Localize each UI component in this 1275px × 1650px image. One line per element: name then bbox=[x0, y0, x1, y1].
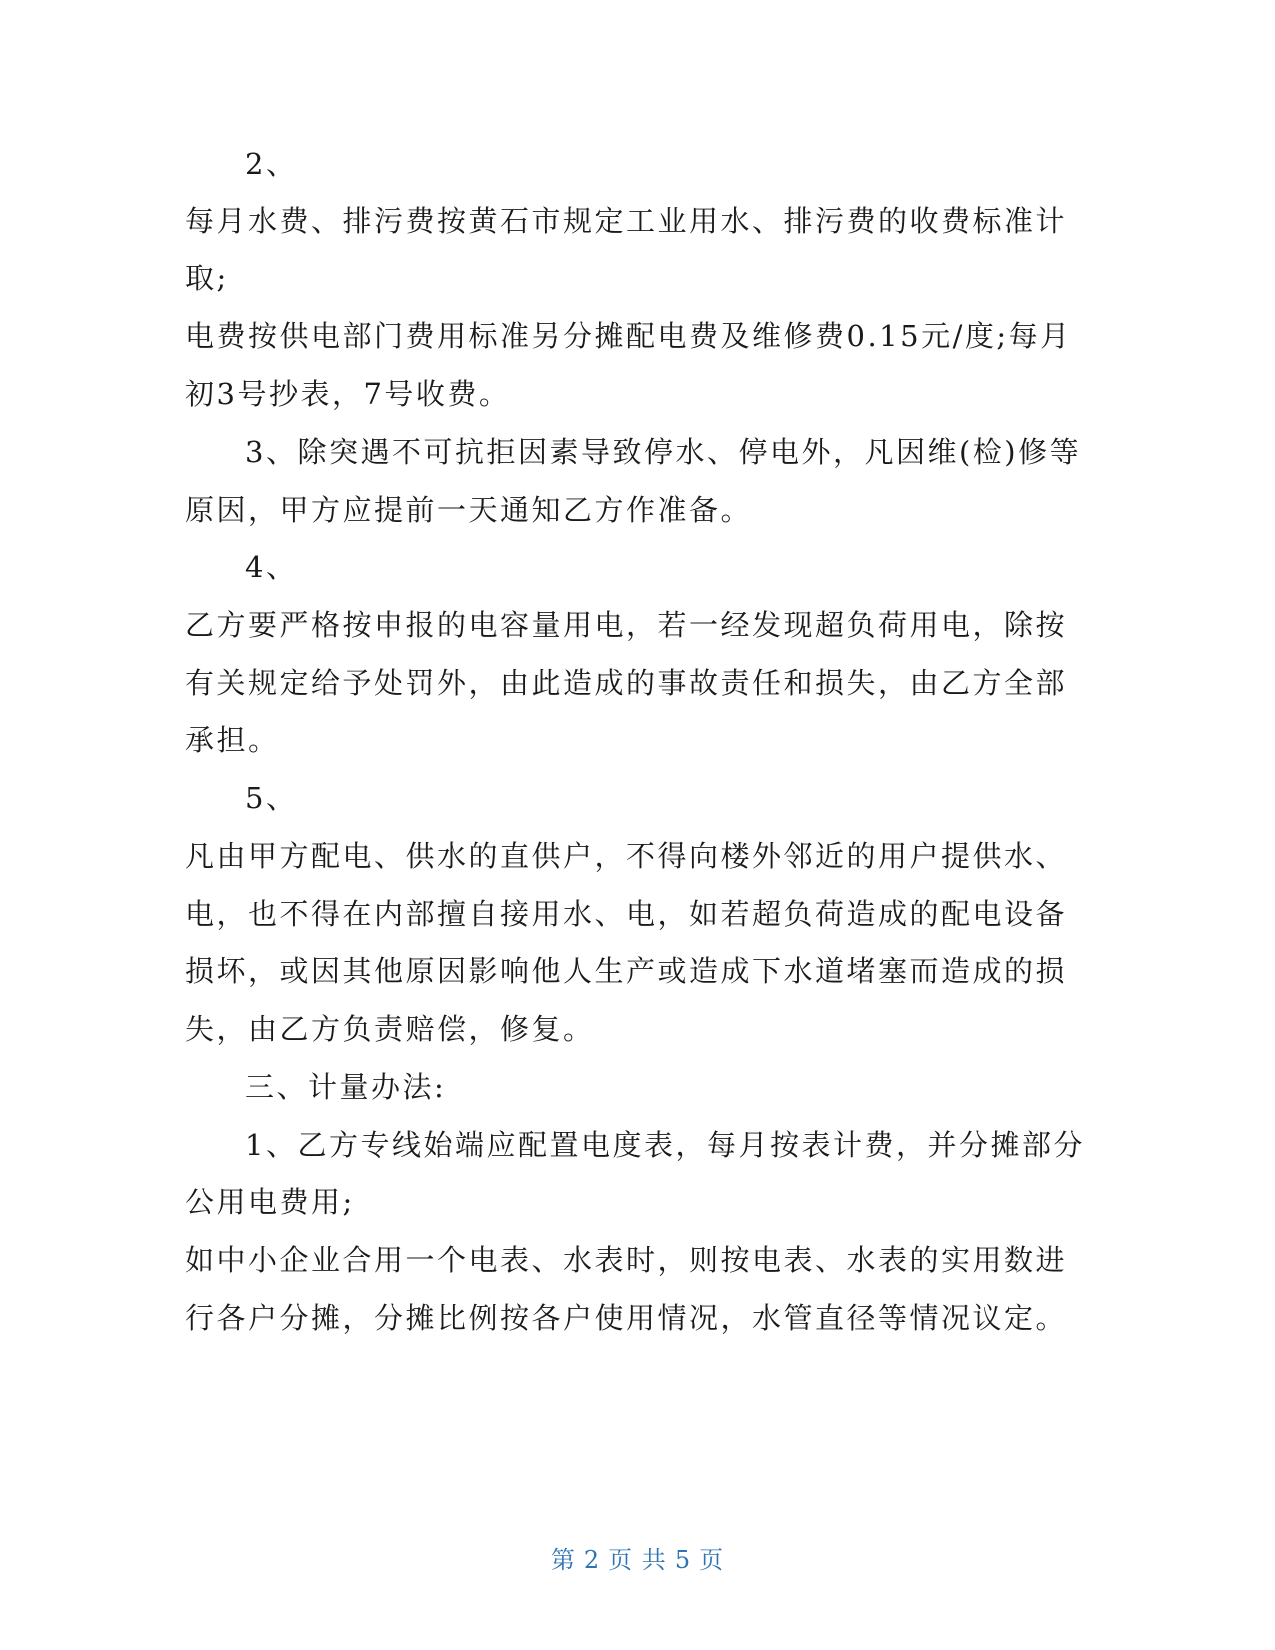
paragraph-line: 公用电费用; bbox=[185, 1185, 355, 1219]
paragraph-line: 初3号抄表，7号收费。 bbox=[185, 377, 511, 411]
paragraph-line: 取; bbox=[185, 261, 229, 295]
paragraph-line: 每月水费、排污费按黄石市规定工业用水、排污费的收费标准计 bbox=[185, 204, 1068, 238]
paragraph-line: 3、除突遇不可抗拒因素导致停水、停电外，凡因维(检)修等 bbox=[245, 435, 1082, 469]
paragraph-line: 电，也不得在内部擅自接用水、电，如若超负荷造成的配电设备 bbox=[185, 897, 1068, 931]
page-footer bbox=[0, 1540, 1275, 1575]
paragraph-line: 如中小企业合用一个电表、水表时，则按电表、水表的实用数进 bbox=[185, 1243, 1068, 1277]
paragraph-line: 2、 bbox=[245, 147, 298, 181]
paragraph-line: 原因，甲方应提前一天通知乙方作准备。 bbox=[185, 493, 753, 527]
paragraph-line: 损坏，或因其他原因影响他人生产或造成下水道堵塞而造成的损 bbox=[185, 954, 1068, 988]
section-heading: 三、计量办法: bbox=[245, 1070, 447, 1104]
paragraph-line: 承担。 bbox=[185, 723, 280, 757]
paragraph-line: 4、 bbox=[245, 550, 298, 584]
paragraph-line: 5、 bbox=[245, 781, 298, 815]
total-pages: 5 bbox=[674, 1546, 692, 1574]
paragraph-line: 电费按供电部门费用标准另分摊配电费及维修费0.15元/度;每月 bbox=[185, 319, 1072, 353]
paragraph-line: 失，由乙方负责赔偿，修复。 bbox=[185, 1012, 595, 1046]
footer-prefix: 第 bbox=[550, 1546, 576, 1574]
footer-middle: 页 共 bbox=[608, 1546, 667, 1574]
paragraph-line: 行各户分摊，分摊比例按各户使用情况，水管直径等情况议定。 bbox=[185, 1301, 1068, 1335]
footer-suffix: 页 bbox=[699, 1546, 725, 1574]
paragraph-line: 有关规定给予处罚外，由此造成的事故责任和损失，由乙方全部 bbox=[185, 666, 1068, 700]
page-number: 2 bbox=[583, 1546, 601, 1574]
paragraph-line: 1、乙方专线始端应配置电度表，每月按表计费，并分摊部分 bbox=[245, 1128, 1085, 1162]
paragraph-line: 乙方要严格按申报的电容量用电，若一经发现超负荷用电，除按 bbox=[185, 608, 1068, 642]
paragraph-line: 凡由甲方配电、供水的直供户，不得向楼外邻近的用户提供水、 bbox=[185, 839, 1068, 873]
